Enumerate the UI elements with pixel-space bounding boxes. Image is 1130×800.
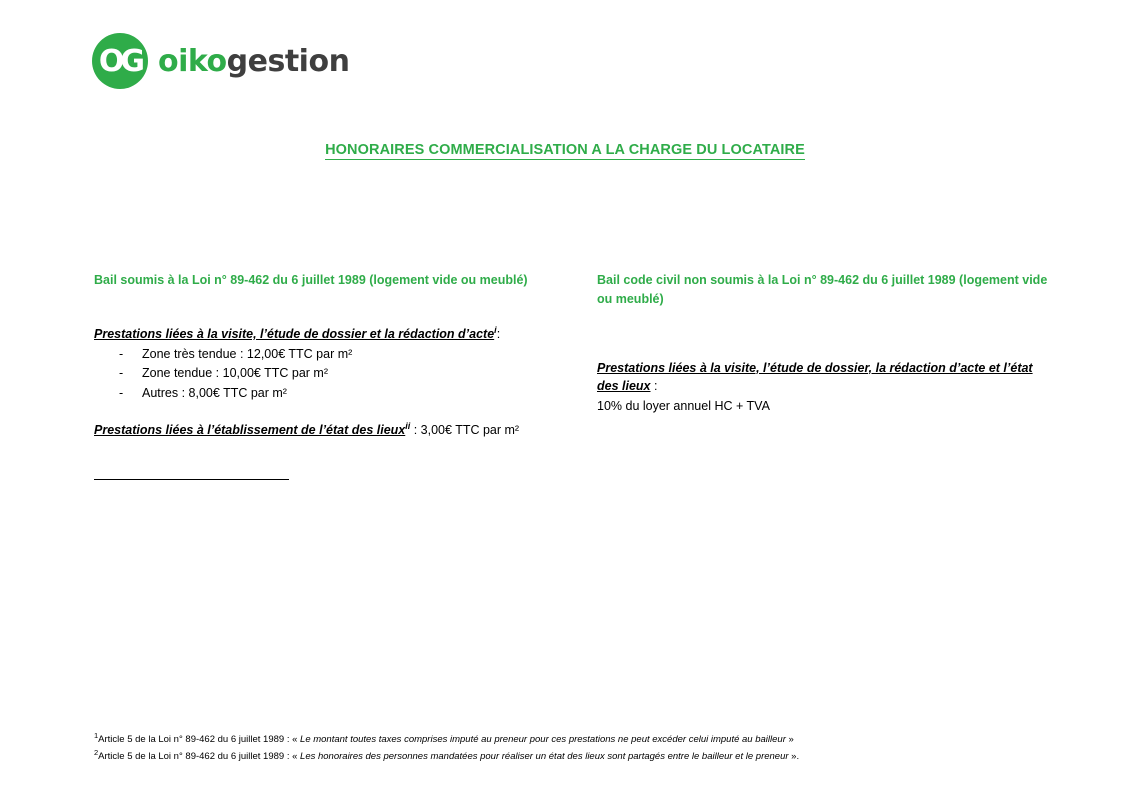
footnote-ref-1: i	[494, 324, 497, 335]
right-column	[597, 271, 1057, 415]
left-section-1-heading	[94, 324, 564, 343]
left-section-2	[94, 420, 564, 439]
footnotes	[94, 730, 1054, 765]
footnote-item	[94, 730, 1054, 747]
footnote-quote: Les honoraires des personnes mandatées pour réaliser un état des lieux sont partagés entre le bailleur et le preneur	[300, 751, 789, 763]
left-column	[94, 271, 564, 439]
right-section-1-suffix: :	[650, 378, 658, 393]
logo-wordmark-accent: oiko	[158, 43, 227, 79]
left-section-1-suffix: :	[496, 326, 501, 341]
left-section-1	[94, 324, 564, 403]
right-section-1	[597, 359, 1057, 415]
right-section-1-heading	[597, 359, 1057, 395]
right-section-1-value: 10% du loyer annuel HC + TVA	[597, 398, 770, 413]
logo-monogram: OG	[98, 43, 142, 79]
left-section-2-label: Prestations liées à l’établissement de l’état des lieux	[94, 423, 406, 438]
left-column-heading: Bail soumis à la Loi n° 89-462 du 6 juillet 1989 (logement vide ou meublé)	[94, 273, 528, 287]
footnote-item	[94, 747, 1054, 764]
footnote-number: 2	[94, 748, 99, 758]
left-section-1-label: Prestations liées à la visite, l’étude de dossier et la rédaction d’acte	[94, 326, 495, 341]
right-section-1-label: Prestations liées à la visite, l’étude de dossier, la rédaction d’acte et l’état des lieux	[597, 360, 1033, 393]
right-column-heading: Bail code civil non soumis à la Loi n° 89-462 du 6 juillet 1989 (logement vide ou meublé)	[597, 273, 1048, 306]
left-section-1-list	[94, 345, 564, 403]
footnote-separator	[94, 479, 289, 480]
footnote-suffix: ».	[788, 751, 800, 763]
left-section-2-value: : 3,00€ TTC par m²	[410, 423, 520, 438]
footnote-quote: Le montant toutes taxes comprises imputé au preneur pour ces prestations ne peut excéder celui imputé au bailleur	[300, 734, 786, 746]
page-title-text: HONORAIRES COMMERCIALISATION A LA CHARGE DU LOCATAIRE	[325, 142, 805, 158]
company-logo	[92, 33, 349, 89]
footnote-prefix: Article 5 de la Loi n° 89-462 du 6 juillet 1989 : «	[98, 751, 301, 763]
logo-wordmark	[158, 44, 349, 79]
footnote-ref-2: ii	[405, 421, 411, 432]
list-item: - Zone tendue : 10,00€ TTC par m²	[94, 364, 564, 383]
logo-wordmark-rest: gestion	[226, 43, 350, 79]
footnote-prefix: Article 5 de la Loi n° 89-462 du 6 juillet 1989 : «	[98, 734, 301, 746]
list-item: - Autres : 8,00€ TTC par m²	[94, 384, 564, 403]
list-item: - Zone très tendue : 12,00€ TTC par m²	[94, 345, 564, 364]
logo-circle-icon	[92, 33, 148, 89]
footnote-number: 1	[94, 731, 99, 740]
footnote-suffix: »	[785, 734, 794, 746]
page-title	[0, 142, 1130, 158]
